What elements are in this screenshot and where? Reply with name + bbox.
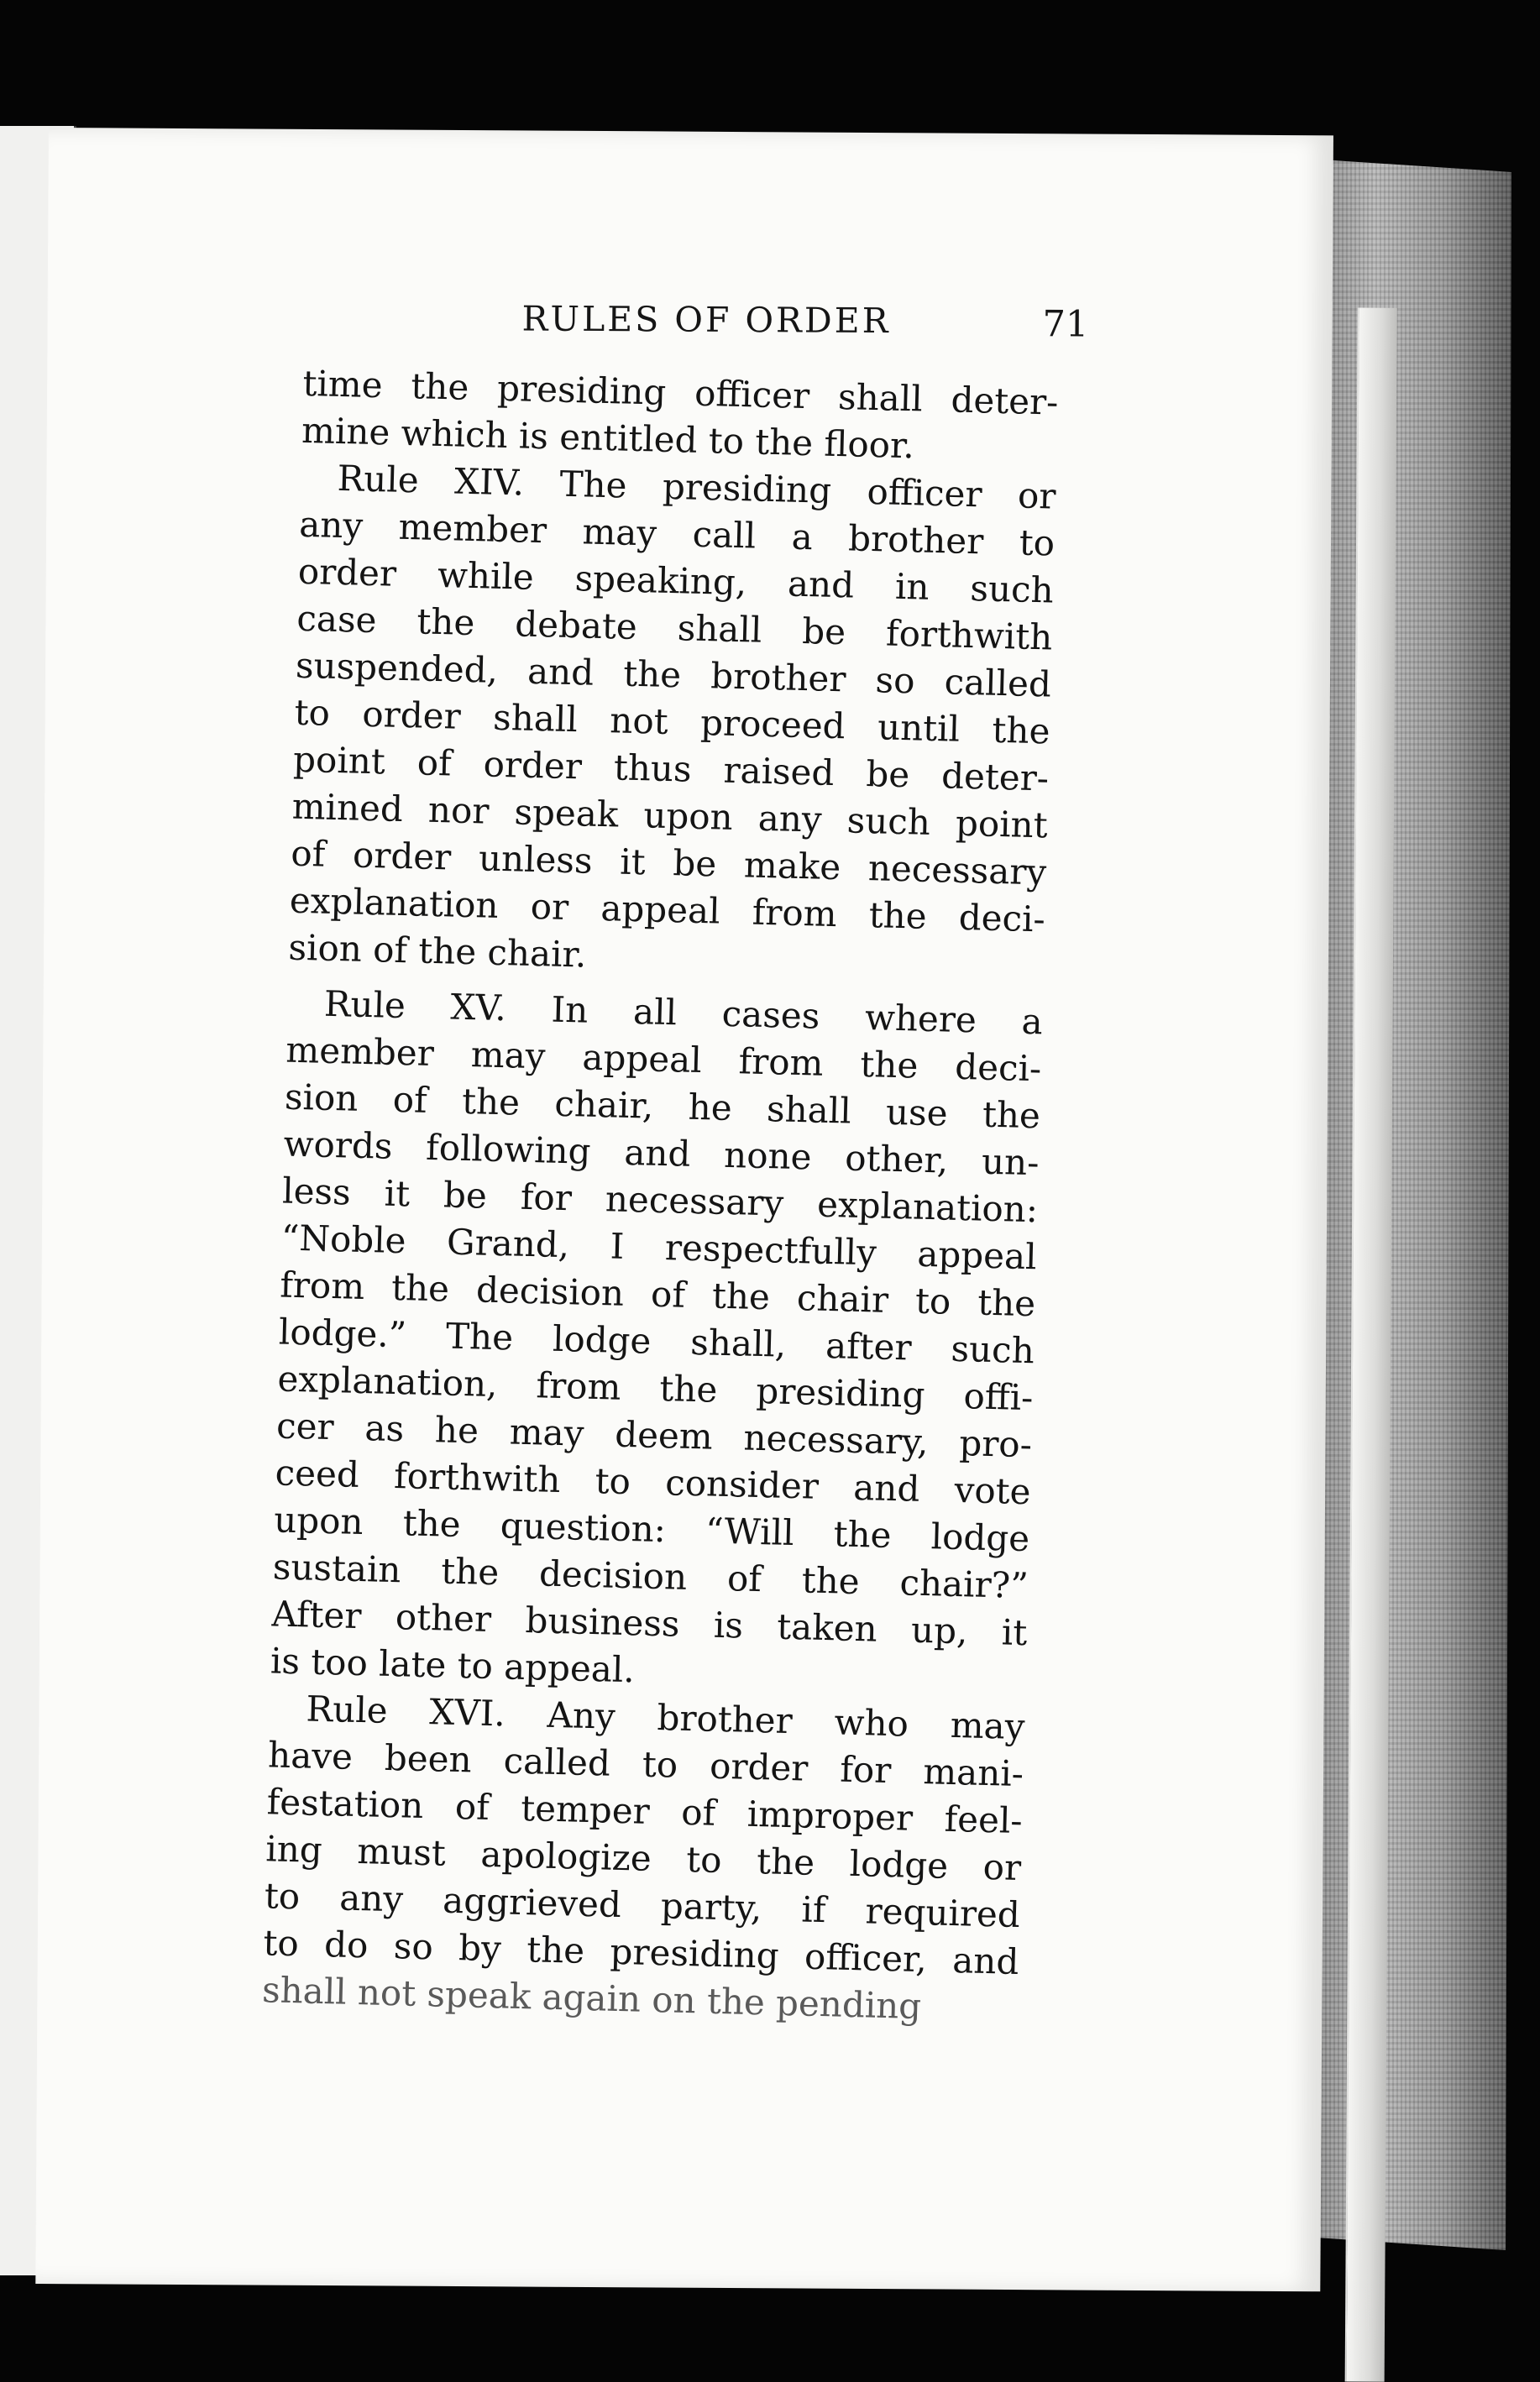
text-line: Rule XV. In all cases where a [323,982,1044,1043]
text-line: order while speaking, and in such [297,550,1055,611]
text-line: words following and none other, un- [283,1123,1040,1184]
text-line: point of order thus raised be deter- [292,738,1050,799]
text-line: is too late to appeal. [270,1640,636,1691]
body-text [261,360,1059,2033]
text-line: member may appeal from the deci- [285,1029,1042,1090]
text-line: After other business is taken up, it [270,1593,1028,1654]
text-line: lodge.” The lodge shall, after such [278,1311,1035,1372]
text-line: festation of temper of improper feel- [266,1781,1024,1842]
text-line: have been called to order for mani- [267,1734,1024,1795]
text-line: from the decision of the chair to the [279,1264,1036,1325]
book-page [35,128,1333,2291]
text-line: time the presiding officer shall deter- [301,362,1059,423]
text-line: less it be for necessary explanation: [281,1170,1039,1231]
text-line: Rule XIV. The presiding officer or [337,457,1057,517]
running-head-title: RULES OF ORDER [521,298,891,342]
text-line: sustain the decision of the chair?” [272,1546,1029,1607]
text-line: to any aggrieved party, if required [264,1875,1021,1936]
paragraph [270,980,1043,1704]
text-line: ceed forthwith to consider and vote [275,1452,1032,1513]
text-line: ing must apologize to the lodge or [265,1828,1022,1889]
text-line: of order unless it be make necessary [290,832,1047,893]
book-cover-edge [1317,160,1511,2250]
text-line: suspended, and the brother so called [295,644,1052,705]
text-line: sion of the chair. [287,926,587,976]
text-line: shall not speak again on the pending [261,1969,922,2028]
text-line: explanation, from the presiding offi- [276,1358,1034,1419]
paragraph [261,1684,1025,2033]
text-line: Rule XVI. Any brother who may [306,1688,1026,1748]
text-line: explanation or appeal from the deci- [289,879,1046,940]
running-head [471,298,1126,353]
text-line: any member may call a brother to [298,503,1055,564]
text-line: mined nor speak upon any such point [291,785,1049,846]
text-line: to do so by the presiding officer, and [262,1922,1019,1983]
text-line: mine which is entitled to the floor. [301,409,915,467]
paragraph [288,454,1056,991]
page-number: 71 [1042,303,1089,346]
text-line: case the debate shall be forthwith [296,597,1053,658]
text-line: upon the question: “Will the lodge [273,1499,1030,1560]
text-line: “Noble Grand, I respectfully appeal [280,1217,1038,1278]
text-line: to order shall not proceed until the [294,691,1051,752]
text-line: sion of the chair, he shall use the [284,1076,1041,1137]
text-line: cer as he may deem necessary, pro- [275,1405,1033,1466]
